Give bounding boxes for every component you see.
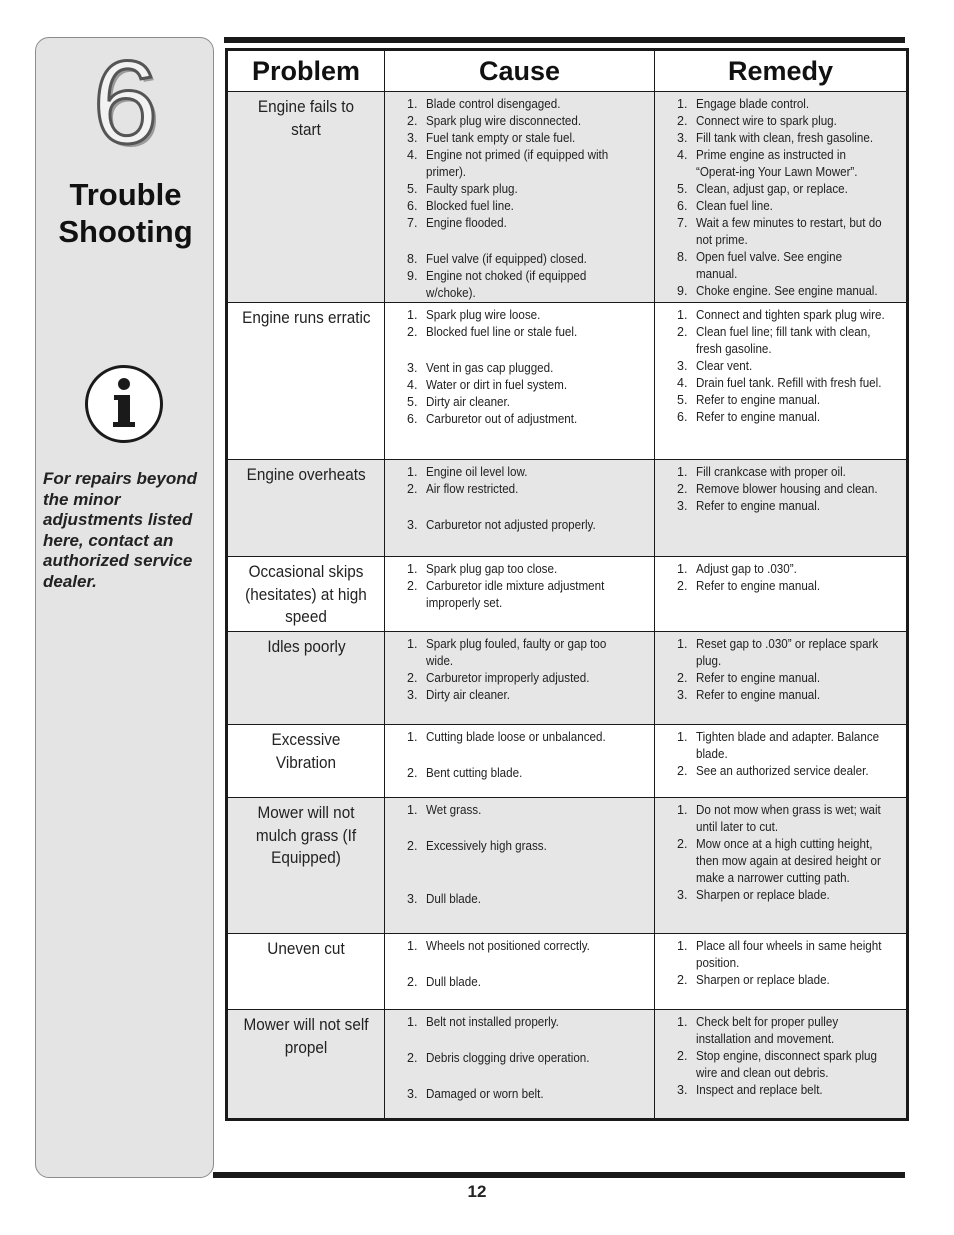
item-number: 3.: [407, 892, 418, 906]
table-row: [227, 632, 908, 725]
table-row: [227, 557, 908, 632]
cause-list: [385, 1010, 654, 1103]
problem-cell: [227, 798, 385, 934]
cause-item: [385, 147, 648, 181]
cause-text: Carburetor not adjusted properly.: [426, 518, 596, 532]
item-number: 2.: [677, 764, 688, 778]
cause-item: [385, 765, 648, 782]
table-row: [227, 460, 908, 557]
item-number: 2.: [407, 114, 418, 128]
cause-item: [385, 481, 648, 498]
cause-text: Cutting blade loose or unbalanced.: [426, 730, 606, 744]
problem-text: Occasional skips (hesitates) at high speed: [245, 562, 367, 626]
remedy-item: [655, 392, 900, 409]
remedy-text: Clean fuel line; fill tank with clean, fresh gasoline.: [696, 325, 871, 356]
item-number: 6.: [677, 199, 688, 213]
cause-text: Excessively high grass.: [426, 839, 547, 853]
problem-text: Engine runs erratic: [241, 308, 371, 327]
item-number: 7.: [407, 216, 418, 230]
item-number: 2.: [677, 973, 688, 987]
cause-list: [385, 934, 654, 991]
cause-text: Blocked fuel line.: [426, 199, 514, 213]
item-number: 6.: [407, 199, 418, 213]
remedy-item: [655, 147, 900, 181]
cause-list: [385, 798, 654, 908]
remedy-text: Clean, adjust gap, or replace.: [696, 182, 848, 196]
chapter-title-line1: Trouble: [69, 177, 182, 212]
item-number: 1.: [677, 308, 688, 322]
sidebar: [35, 37, 214, 1178]
item-number: 2.: [677, 671, 688, 685]
remedy-item: [655, 561, 900, 578]
remedy-text: Fill crankcase with proper oil.: [696, 465, 846, 479]
remedy-item: [655, 464, 900, 481]
remedy-item: [655, 198, 900, 215]
service-dealer-note: For repairs beyond the minor adjustments listed here, contact an authorized service dealer.: [43, 469, 197, 591]
item-number: 2.: [407, 975, 418, 989]
item-number: 3.: [407, 361, 418, 375]
cause-cell: [385, 798, 655, 934]
item-number: 1.: [677, 1015, 688, 1029]
cause-item: [385, 636, 648, 670]
item-number: 3.: [677, 131, 688, 145]
problem-cell: [227, 92, 385, 303]
cause-text: Damaged or worn belt.: [426, 1087, 544, 1101]
item-number: 4.: [407, 378, 418, 392]
item-number: 9.: [407, 269, 418, 283]
top-rule: [224, 37, 905, 43]
table-row: [227, 1010, 908, 1120]
remedy-item: [655, 324, 900, 358]
remedy-text: Engage blade control.: [696, 97, 810, 111]
cause-text: Faulty spark plug.: [426, 182, 518, 196]
cause-text: Air flow restricted.: [426, 482, 519, 496]
remedy-item: [655, 409, 900, 426]
remedy-text: Remove blower housing and clean.: [696, 482, 878, 496]
remedy-text: Sharpen or replace blade.: [696, 973, 830, 987]
header-problem: Problem: [227, 50, 385, 92]
cause-item: [385, 96, 648, 113]
cause-text: Engine flooded.: [426, 216, 507, 230]
cause-text: Carburetor out of adjustment.: [426, 412, 578, 426]
cause-cell: [385, 934, 655, 1010]
item-number: 1.: [407, 465, 418, 479]
item-number: 2.: [407, 579, 418, 593]
cause-list: [385, 460, 654, 534]
item-number: 1.: [677, 730, 688, 744]
remedy-text: Wait a few minutes to restart, but do not prime.: [696, 216, 882, 247]
cause-list: [385, 725, 654, 782]
cause-item: [385, 1014, 648, 1031]
remedy-cell: [655, 632, 908, 725]
item-number: 2.: [677, 325, 688, 339]
cause-text: Blocked fuel line or stale fuel.: [426, 325, 578, 339]
cause-item: [385, 198, 648, 215]
remedy-cell: [655, 303, 908, 460]
item-number: 2.: [677, 1049, 688, 1063]
cause-item: [385, 251, 648, 268]
remedy-item: [655, 498, 900, 515]
chapter-number: 6: [92, 37, 159, 169]
item-number: 3.: [407, 1087, 418, 1101]
cause-cell: [385, 632, 655, 725]
remedy-text: Connect and tighten spark plug wire.: [696, 308, 885, 322]
remedy-item: [655, 249, 900, 283]
remedy-text: Stop engine, disconnect spark plug wire and clean out debris.: [696, 1049, 877, 1080]
remedy-item: [655, 130, 900, 147]
remedy-text: Place all four wheels in same height position.: [696, 939, 882, 970]
remedy-item: [655, 763, 900, 780]
item-number: 1.: [677, 562, 688, 576]
problem-text: Mower will not self propel: [243, 1015, 369, 1057]
cause-text: Fuel valve (if equipped) closed.: [426, 252, 587, 266]
remedy-item: [655, 670, 900, 687]
cause-item: [385, 729, 648, 746]
chapter-title: [36, 176, 215, 250]
remedy-list: [655, 92, 906, 300]
item-number: 1.: [407, 97, 418, 111]
cause-text: Dirty air cleaner.: [426, 688, 510, 702]
item-number: 1.: [407, 308, 418, 322]
remedy-text: Fill tank with clean, fresh gasoline.: [696, 131, 874, 145]
remedy-item: [655, 1048, 900, 1082]
cause-cell: [385, 557, 655, 632]
cause-text: Spark plug wire disconnected.: [426, 114, 582, 128]
remedy-item: [655, 578, 900, 595]
item-number: 7.: [677, 216, 688, 230]
cause-item: [385, 1086, 648, 1103]
remedy-text: Drain fuel tank. Refill with fresh fuel.: [696, 376, 882, 390]
cause-text: Blade control disengaged.: [426, 97, 561, 111]
cause-item: [385, 670, 648, 687]
remedy-text: Connect wire to spark plug.: [696, 114, 837, 128]
cause-text: Debris clogging drive operation.: [426, 1051, 590, 1065]
cause-cell: [385, 725, 655, 798]
remedy-cell: [655, 725, 908, 798]
cause-item: [385, 324, 648, 341]
header-remedy: Remedy: [655, 50, 908, 92]
problem-cell: [227, 725, 385, 798]
item-number: 2.: [407, 482, 418, 496]
cause-text: Fuel tank empty or stale fuel.: [426, 131, 576, 145]
item-number: 2.: [677, 114, 688, 128]
item-number: 2.: [407, 839, 418, 853]
table-row: [227, 303, 908, 460]
item-number: 1.: [677, 939, 688, 953]
remedy-text: Sharpen or replace blade.: [696, 888, 830, 902]
cause-item: [385, 578, 648, 612]
remedy-text: Refer to engine manual.: [696, 393, 821, 407]
cause-item: [385, 394, 648, 411]
remedy-list: [655, 632, 906, 704]
table-row: [227, 725, 908, 798]
item-number: 3.: [407, 131, 418, 145]
cause-text: Carburetor improperly adjusted.: [426, 671, 590, 685]
problem-text: Engine overheats: [246, 465, 366, 484]
item-number: 6.: [407, 412, 418, 426]
remedy-item: [655, 113, 900, 130]
remedy-text: Check belt for proper pulley installation and movement.: [696, 1015, 839, 1046]
item-number: 3.: [407, 688, 418, 702]
cause-text: Dull blade.: [426, 892, 481, 906]
cause-text: Spark plug wire loose.: [426, 308, 541, 322]
cause-cell: [385, 460, 655, 557]
problem-text: Mower will not mulch grass (If Equipped): [255, 803, 357, 867]
item-number: 1.: [677, 803, 688, 817]
remedy-text: Clean fuel line.: [696, 199, 773, 213]
cause-item: [385, 307, 648, 324]
cause-text: Spark plug gap too close.: [426, 562, 558, 576]
info-circle-icon: [84, 364, 164, 444]
item-number: 4.: [407, 148, 418, 162]
remedy-text: Refer to engine manual.: [696, 579, 821, 593]
remedy-text: Mow once at a high cutting height, then mow again at desired height or make a narrower cutting path.: [696, 837, 881, 885]
remedy-item: [655, 358, 900, 375]
remedy-text: Refer to engine manual.: [696, 499, 821, 513]
remedy-text: Refer to engine manual.: [696, 671, 821, 685]
remedy-item: [655, 215, 900, 249]
cause-item: [385, 517, 648, 534]
cause-text: Belt not installed properly.: [426, 1015, 559, 1029]
problem-cell: [227, 632, 385, 725]
remedy-item: [655, 283, 900, 300]
header-cause: Cause: [385, 50, 655, 92]
remedy-text: Open fuel valve. See engine manual.: [696, 250, 843, 281]
item-number: 1.: [677, 637, 688, 651]
item-number: 1.: [677, 465, 688, 479]
cause-text: Engine oil level low.: [426, 465, 528, 479]
item-number: 2.: [407, 1051, 418, 1065]
item-number: 2.: [407, 325, 418, 339]
remedy-item: [655, 481, 900, 498]
remedy-cell: [655, 557, 908, 632]
remedy-text: Refer to engine manual.: [696, 410, 821, 424]
remedy-item: [655, 887, 900, 904]
cause-item: [385, 411, 648, 428]
remedy-item: [655, 687, 900, 704]
remedy-list: [655, 460, 906, 515]
remedy-cell: [655, 92, 908, 303]
cause-item: [385, 181, 648, 198]
item-number: 4.: [677, 148, 688, 162]
cause-item: [385, 360, 648, 377]
remedy-list: [655, 1010, 906, 1099]
remedy-list: [655, 303, 906, 426]
cause-list: [385, 303, 654, 428]
chapter-title-line2: Shooting: [58, 214, 193, 249]
problem-text: Idles poorly: [266, 637, 346, 656]
item-number: 2.: [677, 579, 688, 593]
page-number: 12: [467, 1182, 487, 1201]
remedy-item: [655, 307, 900, 324]
item-number: 5.: [677, 393, 688, 407]
remedy-item: [655, 181, 900, 198]
remedy-item: [655, 1014, 900, 1048]
remedy-text: See an authorized service dealer.: [696, 764, 869, 778]
cause-text: Vent in gas cap plugged.: [426, 361, 554, 375]
cause-text: Bent cutting blade.: [426, 766, 523, 780]
problem-text: Uneven cut: [267, 939, 345, 958]
remedy-item: [655, 96, 900, 113]
problem-cell: [227, 557, 385, 632]
cause-list: [385, 632, 654, 704]
item-number: 1.: [407, 562, 418, 576]
item-number: 2.: [407, 766, 418, 780]
remedy-list: [655, 725, 906, 780]
cause-list: [385, 92, 654, 302]
item-number: 1.: [407, 1015, 418, 1029]
cause-text: Engine not choked (if equipped w/choke).: [426, 269, 587, 300]
remedy-item: [655, 938, 900, 972]
remedy-text: Do not mow when grass is wet; wait until later to cut.: [696, 803, 881, 834]
cause-item: [385, 113, 648, 130]
remedy-item: [655, 836, 900, 887]
item-number: 5.: [407, 395, 418, 409]
remedy-list: [655, 798, 906, 904]
remedy-item: [655, 729, 900, 763]
cause-cell: [385, 303, 655, 460]
cause-item: [385, 891, 648, 908]
cause-item: [385, 802, 648, 819]
remedy-text: Inspect and replace belt.: [696, 1083, 823, 1097]
cause-list: [385, 557, 654, 612]
item-number: 1.: [407, 637, 418, 651]
remedy-cell: [655, 1010, 908, 1120]
item-number: 1.: [407, 803, 418, 817]
item-number: 3.: [677, 499, 688, 513]
cause-item: [385, 974, 648, 991]
cause-text: Spark plug fouled, faulty or gap too wide.: [426, 637, 607, 668]
problem-cell: [227, 1010, 385, 1120]
item-number: 1.: [677, 97, 688, 111]
item-number: 1.: [407, 730, 418, 744]
problem-text: Excessive Vibration: [271, 730, 341, 772]
table-row: [227, 798, 908, 934]
remedy-item: [655, 972, 900, 989]
cause-item: [385, 268, 648, 302]
table-row: [227, 934, 908, 1010]
remedy-cell: [655, 460, 908, 557]
table-row: [227, 92, 908, 303]
problem-cell: [227, 460, 385, 557]
cause-text: Water or dirt in fuel system.: [426, 378, 568, 392]
cause-item: [385, 838, 648, 855]
remedy-text: Refer to engine manual.: [696, 688, 821, 702]
item-number: 5.: [407, 182, 418, 196]
cause-item: [385, 130, 648, 147]
remedy-item: [655, 375, 900, 392]
cause-text: Dull blade.: [426, 975, 481, 989]
remedy-cell: [655, 798, 908, 934]
item-number: 3.: [677, 359, 688, 373]
remedy-item: [655, 1082, 900, 1099]
item-number: 8.: [407, 252, 418, 266]
troubleshooting-table: [225, 48, 909, 1121]
item-number: 3.: [677, 1083, 688, 1097]
cause-item: [385, 561, 648, 578]
remedy-list: [655, 557, 906, 595]
cause-text: Dirty air cleaner.: [426, 395, 510, 409]
cause-item: [385, 687, 648, 704]
item-number: 3.: [677, 688, 688, 702]
cause-text: Wet grass.: [426, 803, 482, 817]
item-number: 4.: [677, 376, 688, 390]
item-number: 2.: [677, 482, 688, 496]
item-number: 3.: [677, 888, 688, 902]
cause-text: Engine not primed (if equipped with primer).: [426, 148, 609, 179]
item-number: 2.: [677, 837, 688, 851]
problem-cell: [227, 934, 385, 1010]
remedy-cell: [655, 934, 908, 1010]
remedy-list: [655, 934, 906, 989]
item-number: 3.: [407, 518, 418, 532]
cause-item: [385, 464, 648, 481]
problem-text: Engine fails to start: [257, 97, 355, 139]
cause-text: Wheels not positioned correctly.: [426, 939, 590, 953]
cause-text: Carburetor idle mixture adjustment improperly set.: [426, 579, 605, 610]
remedy-text: Clear vent.: [696, 359, 753, 373]
problem-cell: [227, 303, 385, 460]
remedy-text: Adjust gap to .030”.: [696, 562, 797, 576]
remedy-item: [655, 802, 900, 836]
item-number: 9.: [677, 284, 688, 298]
remedy-text: Reset gap to .030” or replace spark plug.: [696, 637, 879, 668]
bottom-rule: [213, 1172, 905, 1178]
remedy-text: Choke engine. See engine manual.: [696, 284, 878, 298]
item-number: 6.: [677, 410, 688, 424]
cause-cell: [385, 92, 655, 303]
item-number: 1.: [407, 939, 418, 953]
item-number: 2.: [407, 671, 418, 685]
cause-item: [385, 1050, 648, 1067]
cause-cell: [385, 1010, 655, 1120]
cause-item: [385, 377, 648, 394]
cause-item: [385, 938, 648, 955]
item-number: 5.: [677, 182, 688, 196]
item-number: 8.: [677, 250, 688, 264]
remedy-text: Tighten blade and adapter. Balance blade.: [696, 730, 880, 761]
cause-item: [385, 215, 648, 232]
remedy-item: [655, 636, 900, 670]
remedy-text: Prime engine as instructed in “Operat-ing Your Lawn Mower”.: [696, 148, 858, 179]
